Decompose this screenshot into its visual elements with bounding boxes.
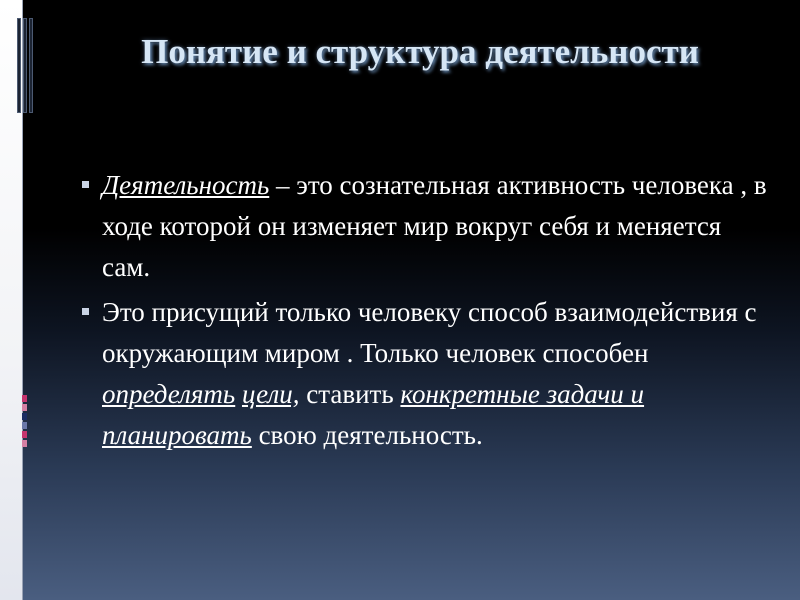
term-determine: определять [102,379,236,409]
slide-title: Понятие и структура деятельности [141,32,699,71]
color-stripe-ornament [22,395,28,457]
stripe-3 [22,413,27,420]
top-bar-ornament [17,18,33,113]
bullet-item-definition [80,165,770,288]
definition-text: – это сознательная активность человека , в ходе которой он изменяет мир вокруг себя и меняется сам. [102,170,767,282]
stripe-1 [22,395,27,402]
stripe-4 [22,422,27,429]
term-goals: цели, [241,379,300,409]
term-specific-tasks: конкретные задачи и [400,379,645,409]
stripe-5 [22,431,27,438]
description-text-2: ставить [299,379,401,409]
description-text-3: свою деятельность. [251,420,483,450]
stripe-2 [22,404,27,411]
separator-1 [235,379,242,409]
bullet-list [80,165,770,460]
term-plan: планировать [102,420,252,450]
stripe-6 [22,440,27,447]
bullet-item-description [80,292,770,456]
term-activity: Деятельность [102,170,270,200]
description-text-1: Это присущий только человеку способ взаимодействия с окружающим миром . Только человек способен [102,297,757,368]
